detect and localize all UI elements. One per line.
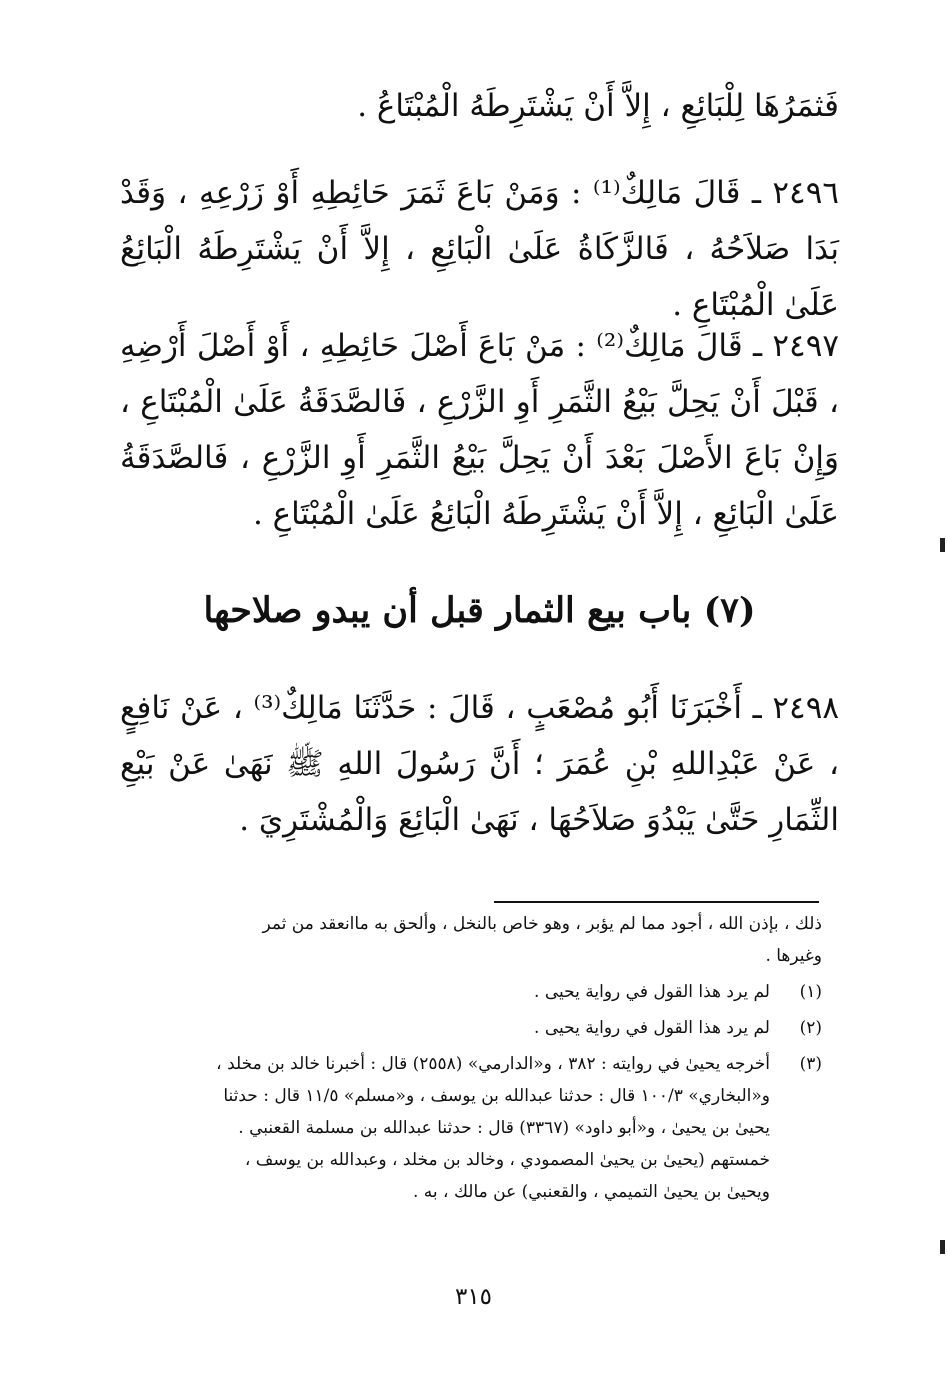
scan-edge-mark (940, 538, 945, 552)
section-title: (٧) باب بيع الثمار قبل أن يبدو صلاحها (203, 590, 756, 631)
footnote-line: يحيىٰ بن يحيىٰ ، و«أبو داود» (٣٣٦٧) قال : حدثنا عبدالله بن مسلمة القعنبي . (238, 1118, 770, 1138)
footnote-number: (٣) (799, 1054, 822, 1074)
paragraph-2497: ٢٤٩٧ ـ قَالَ مَالِكٌ⁽²⁾ : مَنْ بَاعَ أَصْلَ حَائِطِهِ ، أَوْ أَصْلَ أَرْضِهِ ، قَبْلَ أَنْ يَحِلَّ بَيْعُ الثَّمَرِ أَوِ الزَّرْعِ ، فَالصَّدَقَةُ عَلَىٰ الْمُبْتَاعِ ، وَإِنْ بَاعَ الأَصْلَ بَعْدَ أَنْ يَحِلَّ بَيْعُ الثَّمَرِ أَوِ الزَّرْعِ ، فَالصَّدَقَةُ عَلَىٰ الْبَائِعِ ، إِلاَّ أَنْ يَشْتَرِطَهُ الْبَائِعُ عَلَىٰ الْمُبْتَاعِ . (120, 328, 840, 532)
footnote-line: ويحيىٰ بن يحيىٰ التميمي ، والقعنبي) عن مالك ، به . (413, 1182, 770, 1202)
footnote-1 (122, 976, 822, 1008)
footnote-line: لم يرد هذا القول في رواية يحيى . (534, 1018, 770, 1038)
footnote-line: خمستهم (يحيىٰ بن يحيىٰ المصمودي ، وخالد بن مخلد ، وعبدالله بن يوسف ، (244, 1150, 770, 1170)
footnote-line: لم يرد هذا القول في رواية يحيى . (534, 982, 770, 1002)
footnote-number: (١) (799, 982, 822, 1002)
footnote-3 (122, 1048, 822, 1208)
footnote-number: (٢) (799, 1018, 822, 1038)
page-number: ٣١٥ (454, 1284, 493, 1310)
footnote-continuation (122, 908, 822, 972)
footnote-divider (494, 901, 819, 903)
footnote-line: وغيرها . (765, 946, 822, 966)
footnote-line: أخرجه يحيىٰ في روايته : ٣٨٢ ، و«الدارمي» (٢٥٥٨) قال : أخبرنا خالد بن مخلد ، (216, 1054, 770, 1074)
footnote-line: ذلك ، بإذن الله ، أجود مما لم يؤبر ، وهو خاص بالنخل ، وألحق به ماانعقد من ثمر (262, 914, 822, 934)
footnote-2 (122, 1012, 822, 1044)
footnote-body (122, 976, 770, 1008)
scan-edge-mark (940, 1240, 945, 1254)
paragraph-2498: ٢٤٩٨ ـ أَخْبَرَنَا أَبُو مُصْعَبٍ ، قَالَ : حَدَّثَنَا مَالِكٌ⁽³⁾ ، عَنْ نَافِعٍ ، عَنْ عَبْدِاللهِ بْنِ عُمَرَ ؛ أَنَّ رَسُولَ اللهِ ﷺ نَهَىٰ عَنْ بَيْعِ الثِّمَارِ حَتَّىٰ يَبْدُوَ صَلاَحُهَا ، نَهَىٰ الْبَائِعَ وَالْمُشْتَرِيَ . (120, 690, 839, 838)
footnote-line: و«البخاري» ١٠٠/٣ قال : حدثنا عبدالله بن يوسف ، و«مسلم» ١١/٥ قال : حدثنا (223, 1086, 770, 1106)
footnote-body (122, 1012, 770, 1044)
footnotes (122, 908, 822, 1208)
paragraph-2496: ٢٤٩٦ ـ قَالَ مَالِكٌ⁽¹⁾ : وَمَنْ بَاعَ ثَمَرَ حَائِطِهِ أَوْ زَرْعِهِ ، وَقَدْ بَدَا صَلاَحُهُ ، فَالزَّكَاةُ عَلَىٰ الْبَائِعِ ، إِلاَّ أَنْ يَشْتَرِطَهُ الْبَائِعُ عَلَىٰ الْمُبْتَاعِ . (120, 175, 839, 323)
paragraph-continuation: فَثمَرُهَا لِلْبَائِعِ ، إِلاَّ أَنْ يَشْتَرِطَهُ الْمُبْتَاعُ . (357, 88, 839, 124)
footnote-body (122, 1048, 770, 1208)
